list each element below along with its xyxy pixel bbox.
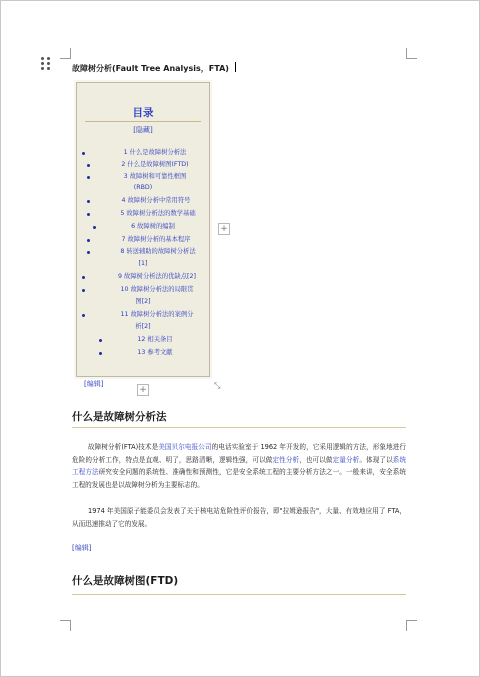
toc-bullet bbox=[93, 226, 96, 229]
drag-handle-icon[interactable] bbox=[41, 57, 51, 71]
toc-bullet bbox=[87, 251, 90, 254]
toc-hide-link[interactable]: [隐藏] bbox=[133, 126, 153, 134]
toc-item[interactable]: 8 转送辅助的故障树分析法 bbox=[120, 248, 196, 255]
text-cursor bbox=[235, 62, 236, 72]
edit-link[interactable]: [编辑] bbox=[84, 380, 104, 388]
toc-bullet bbox=[82, 152, 85, 155]
toc-bullet bbox=[99, 352, 102, 355]
toc-item[interactable]: 12 相关条目 bbox=[137, 336, 173, 343]
toc-item[interactable]: 1 什么是故障树分析法 bbox=[123, 149, 187, 156]
text-run: 。体现了以 bbox=[359, 455, 393, 464]
toc-box bbox=[76, 82, 210, 377]
toc-bullet bbox=[87, 239, 90, 242]
heading-underline bbox=[72, 427, 406, 428]
toc-item[interactable]: 5 故障树分析法的数学基础 bbox=[120, 210, 196, 217]
toc-item[interactable]: 2 什么是故障树图(FTD) bbox=[121, 161, 189, 168]
toc-item[interactable]: 4 故障树分析中常用符号 bbox=[121, 197, 191, 204]
toc-item[interactable]: 13 参考文献 bbox=[137, 349, 173, 356]
document-title-text: 故障树分析(Fault Tree Analysis，FTA) bbox=[72, 64, 229, 73]
link-quantitative-analysis[interactable]: 定量分析 bbox=[332, 455, 360, 464]
toc-bullet bbox=[87, 213, 90, 216]
margin-corner-top-right bbox=[406, 48, 417, 59]
document-title-line[interactable] bbox=[72, 62, 236, 74]
link-bell-labs[interactable]: 美国贝尔电报公司 bbox=[158, 443, 212, 451]
toc-item[interactable]: 11 故障树分析法的案例分 bbox=[120, 311, 194, 318]
toc-item[interactable]: 3 故障树和可靠性框图 bbox=[123, 173, 187, 180]
toc-item[interactable]: 9 故障树分析法的优缺点[2] bbox=[118, 273, 196, 280]
resize-handle-icon[interactable]: ⤡ bbox=[214, 381, 221, 390]
section-heading: 什么是故障树分析法 bbox=[72, 411, 167, 423]
toc-item-wrap[interactable]: 图[2] bbox=[135, 298, 151, 305]
section-heading: 什么是故障树图(FTD) bbox=[72, 575, 179, 587]
toc-title: 目录 bbox=[132, 107, 154, 119]
margin-corner-bottom-right bbox=[406, 620, 417, 631]
toc-bullet bbox=[87, 176, 90, 179]
paragraph: 1974 年美国原子能委员会发表了关于核电站危险性评价报告，即"拉姆逊报告"，大量、有效地应用了 FTA，从而迅速推动了它的发展。 bbox=[72, 507, 406, 528]
toc-divider bbox=[85, 121, 201, 122]
toc-bullet bbox=[87, 200, 90, 203]
add-column-button[interactable]: + bbox=[218, 223, 230, 235]
toc-item-wrap[interactable]: [1] bbox=[138, 260, 148, 267]
link-systems-engineering[interactable]: 系统工程方法 bbox=[72, 455, 407, 476]
toc-item[interactable]: 10 故障树分析法的局限贯 bbox=[120, 286, 194, 293]
toc-bullet bbox=[87, 164, 90, 167]
toc-bullet bbox=[99, 339, 102, 342]
edit-link[interactable]: [编辑] bbox=[72, 544, 92, 552]
toc-bullet bbox=[82, 276, 85, 279]
add-row-button[interactable]: + bbox=[137, 384, 149, 396]
paragraph bbox=[72, 441, 406, 491]
toc-bullet bbox=[82, 314, 85, 317]
toc-item[interactable]: 6 故障树的编制 bbox=[131, 223, 175, 230]
toc-bullet bbox=[82, 289, 85, 292]
margin-corner-top-left bbox=[60, 48, 71, 59]
text-run: ，也可以做 bbox=[299, 455, 333, 464]
text-run: 的电话实验室于 1962 年开发的，它采用逻辑的方法，形象地进行危险的分析工作，特点是直观、明了，思路清晰，逻辑性强，可以做 bbox=[72, 443, 406, 464]
link-qualitative-analysis[interactable]: 定性分析 bbox=[272, 455, 300, 464]
text-run: 研究安全问题的系统性、准确性和预测性，它是安全系统工程的主要分析方法之一。一般来讲，安全系统工程的发展也是以故障树分析为主要标志的。 bbox=[72, 468, 407, 489]
toc-item-wrap[interactable]: 析[2] bbox=[135, 323, 151, 330]
text-run: 故障树分析(FTA)技术是 bbox=[88, 443, 159, 451]
toc-item-wrap[interactable]: (RBD) bbox=[133, 184, 153, 191]
heading-underline bbox=[72, 594, 406, 595]
toc-item[interactable]: 7 故障树分析的基本程序 bbox=[121, 236, 191, 243]
margin-corner-bottom-left bbox=[60, 620, 71, 631]
